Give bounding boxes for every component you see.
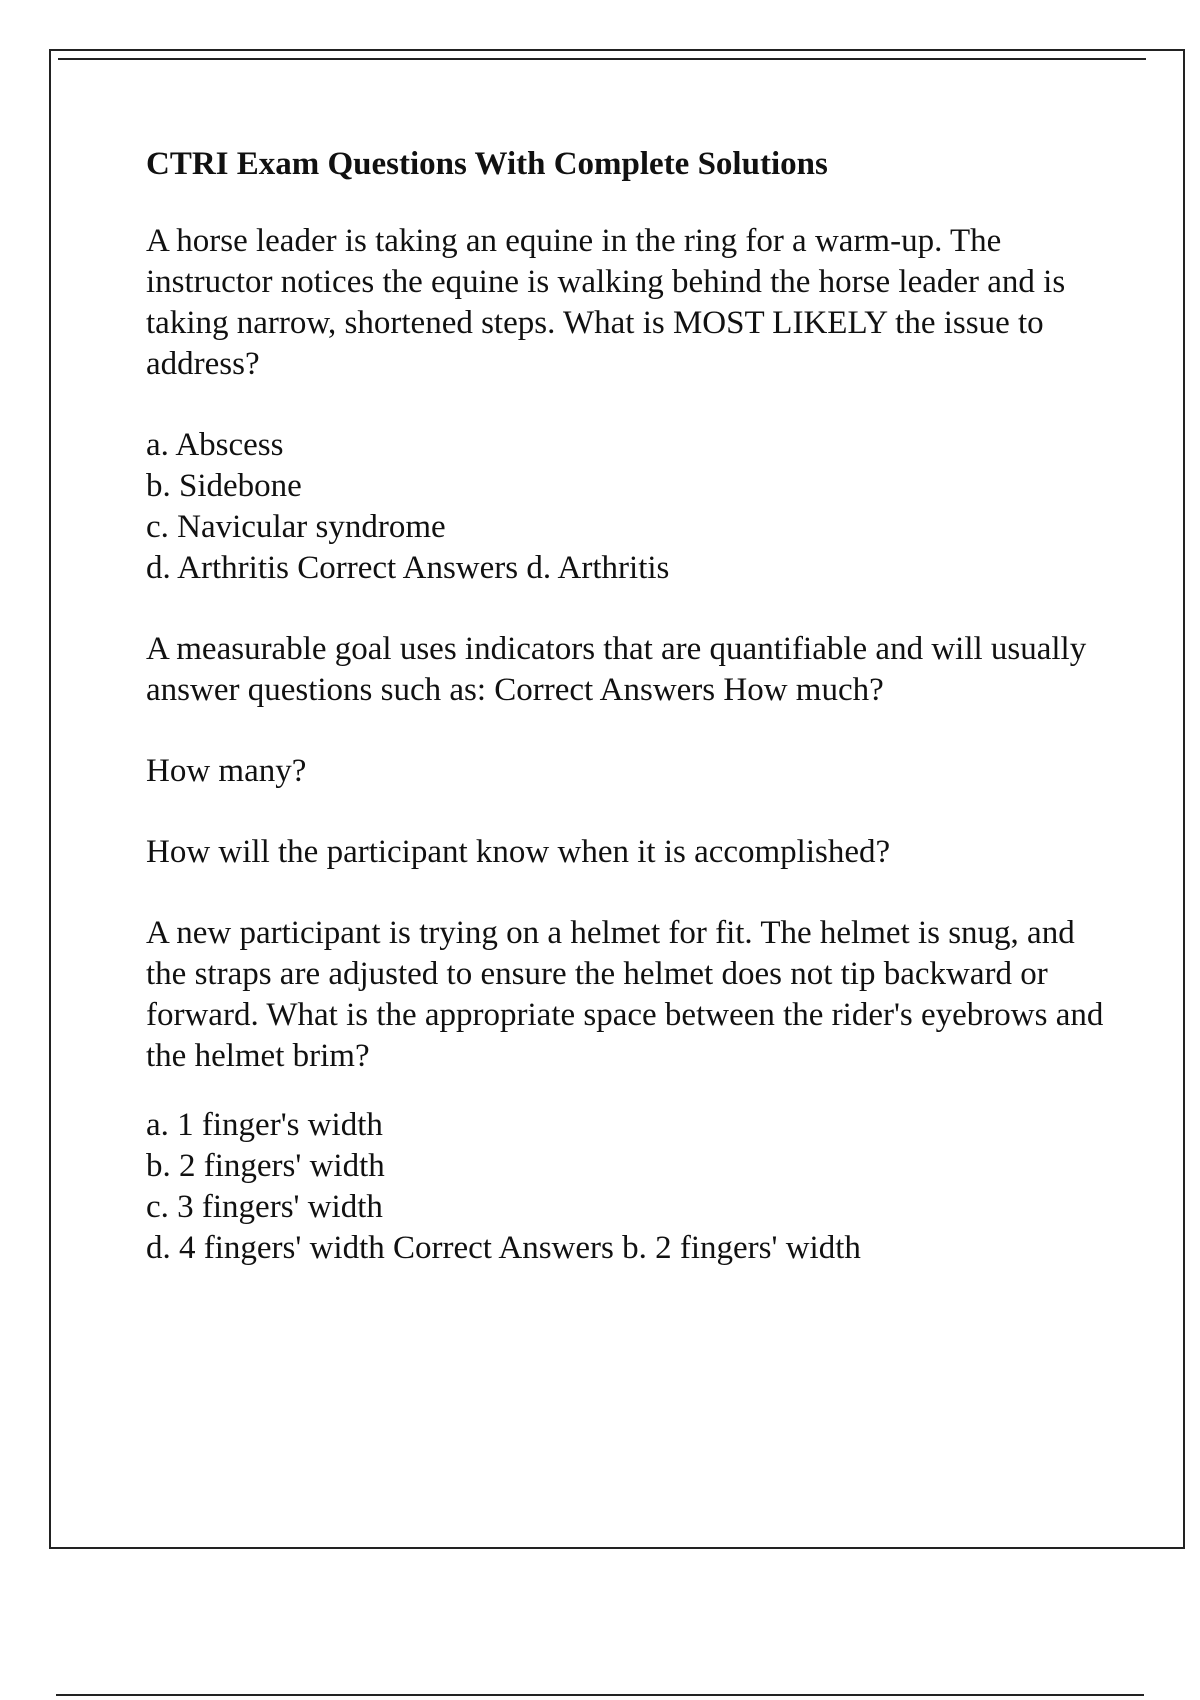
question-3-option-c: c. 3 fingers' width [146, 1189, 383, 1225]
question-3-option-b: b. 2 fingers' width [146, 1148, 385, 1184]
question-3-options [146, 1105, 1106, 1269]
question-2-answer-line-2: How many? [146, 753, 307, 789]
top-rule [58, 58, 1146, 60]
question-1-option-d-answer: d. Arthritis Correct Answers d. Arthritis [146, 550, 670, 586]
document-body [146, 140, 1106, 1309]
question-3-option-d-answer: d. 4 fingers' width Correct Answers b. 2 fingers' width [146, 1230, 861, 1266]
question-2-answer-line-3: How will the participant know when it is accomplished? [146, 834, 891, 870]
question-1-options [146, 425, 1106, 589]
question-3-option-a: a. 1 finger's width [146, 1107, 383, 1143]
question-3-text: A new participant is trying on a helmet for fit. The helmet is snug, and the straps are adjusted to ensure the helmet does not tip backward or forward. What is the appropriate space between the rider's eyebrows and the helmet brim? [146, 915, 1104, 1074]
question-2-text: A measurable goal uses indicators that are quantifiable and will usually answer questions such as: Correct Answers How much? [146, 631, 1087, 708]
question-1-option-b: b. Sidebone [146, 468, 302, 504]
document-title: CTRI Exam Questions With Complete Solutions [146, 146, 828, 182]
question-1-option-c: c. Navicular syndrome [146, 509, 446, 545]
question-1-option-a: a. Abscess [146, 427, 284, 463]
bottom-rule [56, 1694, 1144, 1696]
question-1-text: A horse leader is taking an equine in the ring for a warm-up. The instructor notices the equine is walking behind the horse leader and is taking narrow, shortened steps. What is MOST LIKELY the issue to address? [146, 223, 1066, 382]
